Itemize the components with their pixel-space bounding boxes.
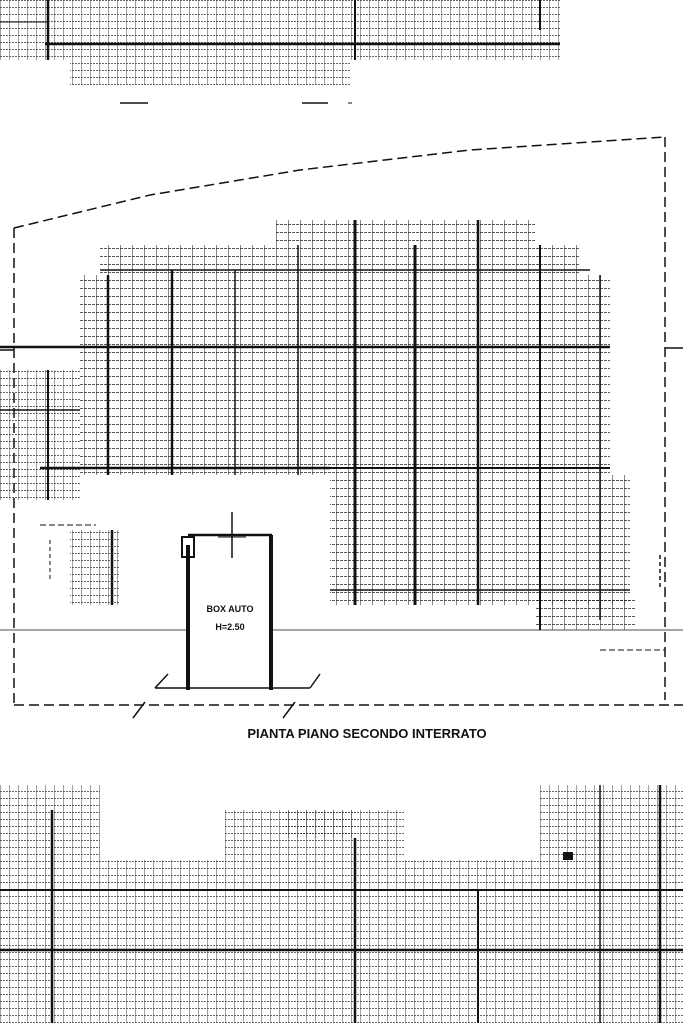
building-footprint <box>0 220 665 650</box>
upper-floor-fragment <box>0 0 560 103</box>
lower-floor-fragment <box>0 785 683 1023</box>
box-height-label: H=2.50 <box>215 622 245 632</box>
box-auto-label: BOX AUTO <box>206 604 254 614</box>
box-auto-unit <box>133 512 320 718</box>
drawing-title: PIANTA PIANO SECONDO INTERRATO <box>247 726 487 741</box>
